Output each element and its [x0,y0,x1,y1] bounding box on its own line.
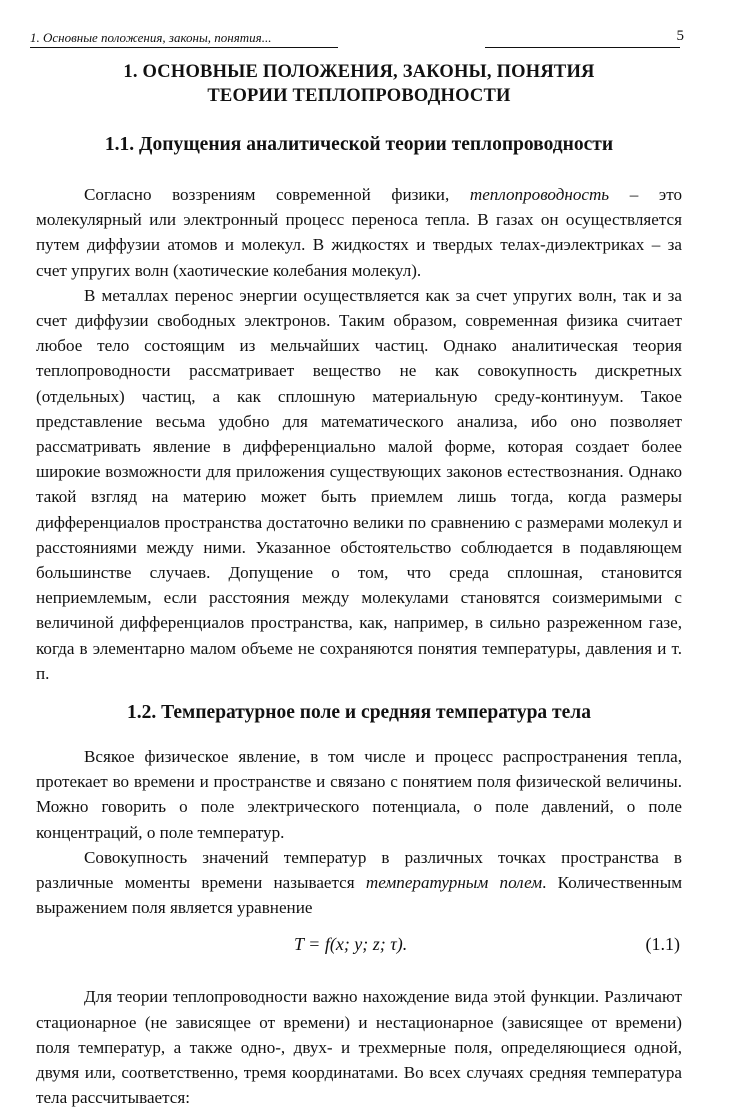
paragraph-4-text-b: . Количественным выражением поля является уравнение [36,873,683,918]
paragraph-1 [36,182,682,283]
running-header [30,30,690,50]
paragraph-4-text-a: Совокупность значений температур в различных точках пространства в различные моменты времени называется [36,847,682,893]
chapter-title-line1: 1. ОСНОВНЫЕ ПОЛОЖЕНИЯ, ЗАКОНЫ, ПОНЯТИЯ [123,62,595,82]
paragraph-3: Всякое физическое явление, в том числе и процесс распространения тепла, протекает во времени и пространстве и связано с понятием поля физической величины. Можно говорить о поле электрического потенциала, о поле давлений, о поле концентраций, о поле температур. [36,747,682,842]
page-number: 5 [676,28,684,44]
term-temperature-field: температурным полем [365,873,543,893]
section-2-title: 1.2. Температурное поле и средняя температура тела [127,702,591,724]
paragraph-2: В металлах перенос энергии осуществляется как за счет упругих волн, так и за счет диффузии свободных электронов. Таким образом, современная физика считает любое тело состоящим из мельчайших частиц. Однако аналитическая теория теплопроводности рассматривает вещество не как совокупность дискретных (отдельных) частиц, а как сплошную материальную среду-континуум. Такое представление весьма удобно для математического анализа, ибо оно позволяет рассматривать явление в дифференциально малой форме, которая создает более широкие возможности для приложения существующих законов естествознания. Однако такой взгляд на материю может быть приемлем лишь тогда, когда размеры дифференциалов пространства достаточно велики по сравнению с размерами молекул и расстояниями между ними. Указанное обстоятельство соблюдается в подавляющем большинстве случаев. Допущение о том, что среда сплошная, становится неприемлемым, если расстояния между молекулами становятся соизмеримыми с величиной дифференциалов пространства, как, например, в сильно разреженном газе, когда в элементарно малом объеме не сохраняются понятия температуры, давления и т. п. [36,285,682,683]
term-teploprovodnost: теплопроводность [469,185,610,204]
paragraph-4 [36,845,682,921]
chapter-title [36,60,682,108]
equation-1-1 [36,926,682,970]
chapter-title-line2: ТЕОРИИ ТЕПЛОПРОВОДНОСТИ [207,86,511,106]
running-title: 1. Основные положения, законы, понятия... [30,30,338,48]
page-body [36,60,682,1111]
equation-number: (1.1) [645,934,680,955]
equation-expression: T = f(x; y; z; τ). [294,934,408,955]
paragraph-5: Для теории теплопроводности важно нахождение вида этой функции. Различают стационарное (не зависящее от времени) и нестационарное (зависящее от времени) поля температур, а также одно-, двух- и трехмерные поля, определяющиеся одной, двумя или, соответственно, тремя координатами. Во всех случаях средняя температура тела рассчитывается: [36,987,682,1108]
paragraph-1-text-a: Согласно воззрениям современной физики, [84,185,470,204]
section-1-title: 1.1. Допущения аналитической теории теплопроводности [104,134,614,155]
header-rule [485,47,680,48]
paragraph-1-text-b: – это молекулярный или электронный процесс переноса тепла. В газах он осуществляется путем диффузии атомов и молекул. В жидкостях и твердых телах-диэлектриках – за счет упругих волн (хаотические колебания молекул). [36,185,682,280]
